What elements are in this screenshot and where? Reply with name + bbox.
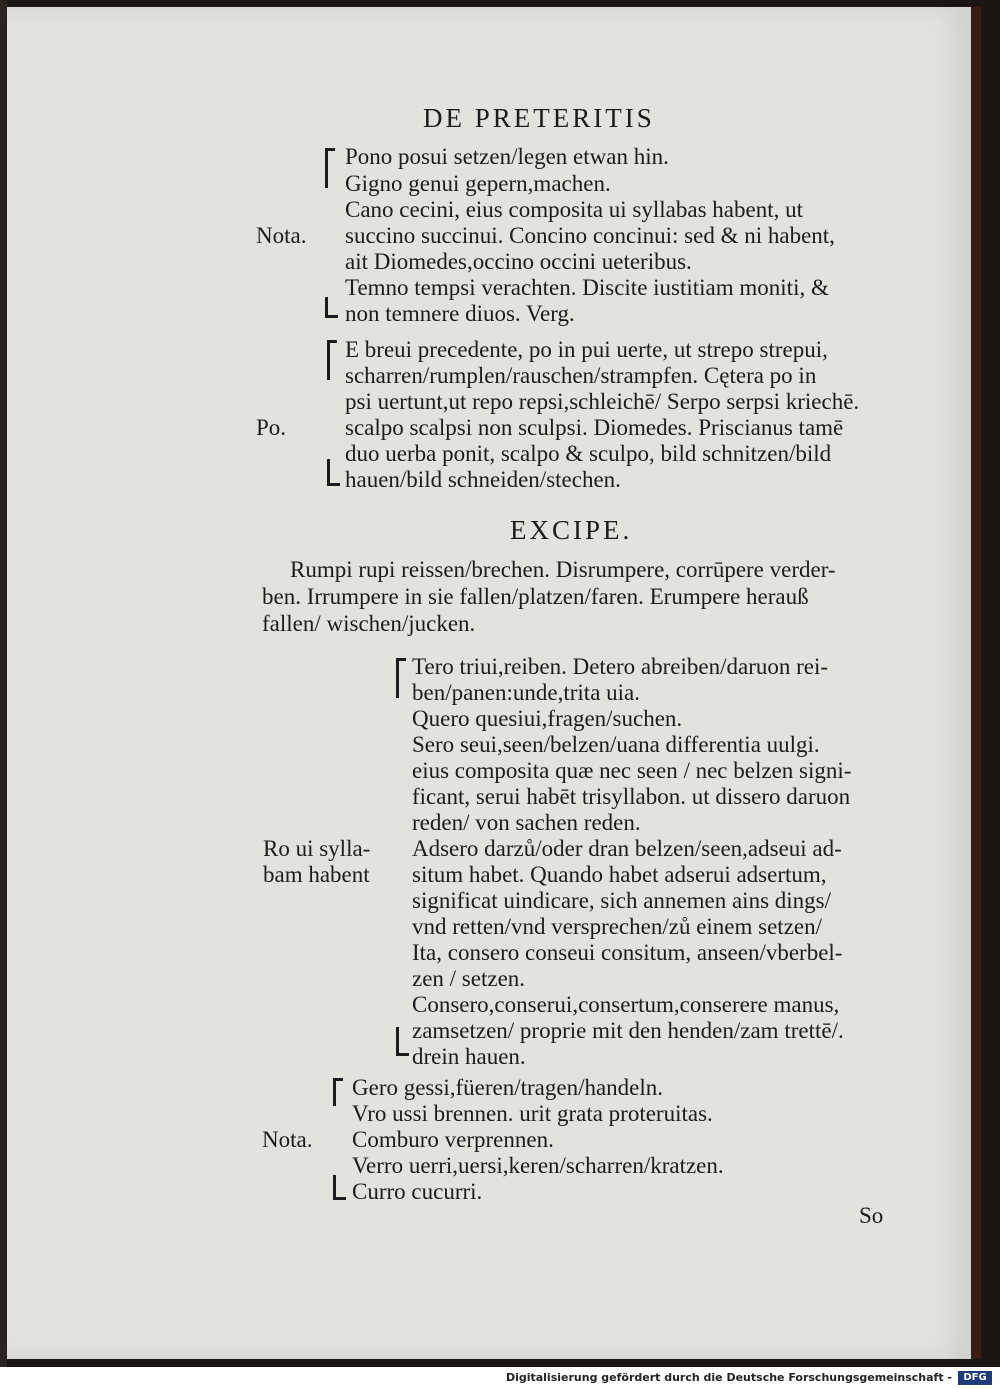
text-line: zen / setzen. [412,966,526,991]
brace-bottom-3 [396,1037,409,1056]
section-heading: EXCIPE. [510,515,633,545]
text-line: Sero seui,seen/belzen/uana differentia uulgi. [412,732,820,757]
brace-bottom-4 [333,1181,346,1200]
footer-bar [0,1369,1000,1389]
text-line: Pono posui setzen/legen etwan hin. [345,144,669,169]
text-line: situm habet. Quando habet adserui adsertum, [412,862,827,887]
text-line: non temnere diuos. Verg. [345,301,575,326]
text-line: Adsero darzů/oder dran belzen/seen,adseui ad- [412,836,842,861]
text-line: Comburo verprennen. [352,1127,554,1152]
text-line: significat uindicare, sich annemen ains dings/ [412,888,831,913]
text-line: Verro uerri,uersi,keren/scharren/kratzen. [352,1153,724,1178]
text-line: zamsetzen/ proprie mit den henden/zam trettē/. [412,1018,844,1043]
text-line: fallen/ wischen/jucken. [262,611,476,636]
brace-line-2 [327,340,330,380]
brace-line-4 [333,1078,336,1106]
text-line: ficant, serui habēt trisyllabon. ut dissero daruon [412,784,851,809]
text-line: eius composita quæ nec seen / nec belzen signi- [412,758,852,783]
running-head: DE PRETERITIS [423,103,655,133]
book-page [7,7,981,1359]
margin-note: bam habent [263,862,370,887]
brace-bottom-2 [327,467,340,486]
text-line: ben. Irrumpere in sie fallen/platzen/faren. Erumpere herauß [262,584,809,609]
text-line: Gigno genui gepern,machen. [345,171,611,196]
margin-note: Nota. [256,223,307,248]
brace-line-1b [325,297,328,315]
text-line: E breui precedente, po in pui uerte, ut strepo strepui, [345,337,828,362]
brace-line-1 [325,148,328,188]
text-line: Quero quesiui,fragen/suchen. [412,706,683,731]
text-line: Consero,conserui,consertum,conserere manus, [412,992,840,1017]
text-line: drein hauen. [412,1044,526,1069]
text-line: hauen/bild schneiden/stechen. [345,467,621,492]
text-line: Vro ussi brennen. urit grata proteruitas. [352,1101,713,1126]
margin-note: Po. [256,415,287,440]
catchword: So [859,1203,884,1228]
text-line: Rumpi rupi reissen/brechen. Disrumpere, corrūpere verder- [290,557,836,582]
book-edge [0,0,7,1367]
text-line: reden/ von sachen reden. [412,810,641,835]
brace-line-3 [396,658,399,698]
text-line: Ita, consero conseui consitum, anseen/vberbel- [412,940,843,965]
text-line: psi uertunt,ut repo repsi,schleichē/ Serpo serpsi kriechē. [345,389,860,414]
text-line: Curro cucurri. [352,1179,483,1204]
text-line: duo uerba ponit, scalpo & sculpo, bild schnitzen/bild [345,441,832,466]
text-line: Tero triui,reiben. Detero abreiben/daruon rei- [412,654,829,679]
text-line: ben/panen:unde,trita uia. [412,680,641,705]
footer-credit: Digitalisierung gefördert durch die Deutsche Forschungsgemeinschaft - [505,1371,952,1384]
text-line: vnd retten/vnd versprechen/zů einem setzen/ [412,914,823,939]
text-line: scharren/rumplen/rauschen/strampfen. Cętera po in [345,363,817,388]
dfg-logo: DFG [958,1371,992,1385]
text-line: Gero gessi,füeren/tragen/handeln. [352,1075,664,1100]
text-line: Cano cecini, eius composita ui syllabas habent, ut [345,197,803,222]
text-line: scalpo scalpsi non sculpsi. Diomedes. Priscianus tamē [345,415,844,440]
margin-note: Nota. [262,1127,313,1152]
text-line: ait Diomedes,occino occini ueteribus. [345,249,692,274]
text-line: succino succinui. Concino concinui: sed & ni habent, [345,223,835,248]
margin-note: Ro ui sylla- [263,836,371,861]
text-line: Temno tempsi verachten. Discite iustitiam moniti, & [345,275,829,300]
